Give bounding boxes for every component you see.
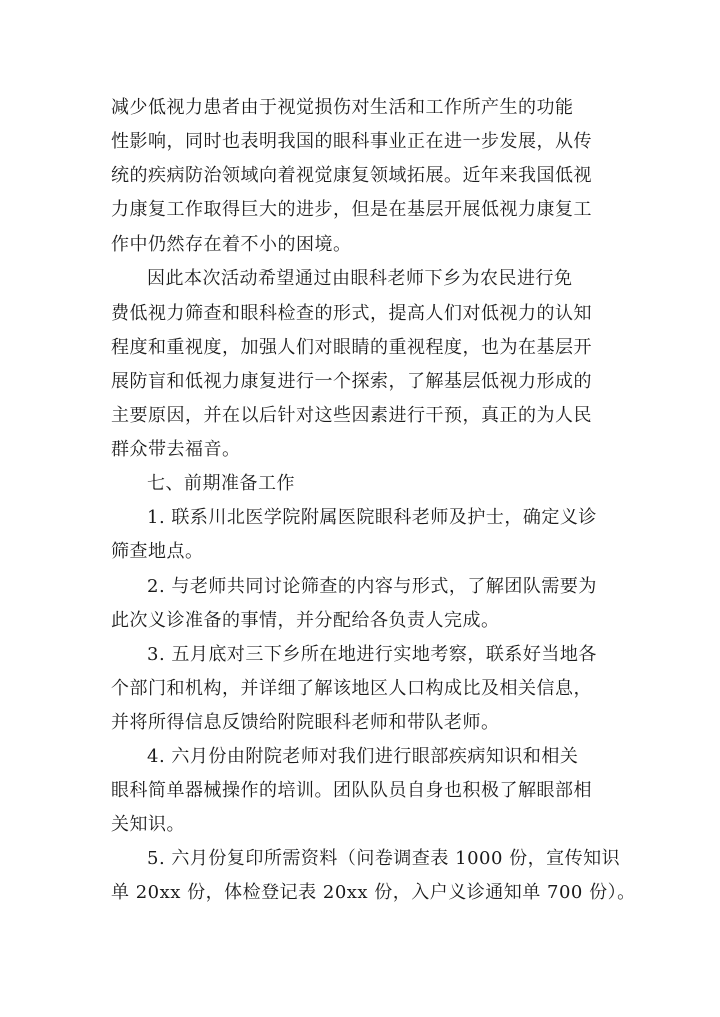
list-item-line: 3. 五月底对三下乡所在地进行实地考察，联系好当地各 bbox=[147, 644, 597, 665]
paragraph-line: 费低视力筛查和眼科检查的形式，提高人们对低视力的认知 bbox=[111, 303, 592, 324]
list-item-line: 4. 六月份由附院老师对我们进行眼部疾病知识和相关 bbox=[147, 746, 579, 767]
list-item-line: 1. 联系川北医学院附属医院眼科老师及护士，确定义诊 bbox=[147, 507, 597, 528]
paragraph-line: 因此本次活动希望通过由眼科老师下乡为农民进行免 bbox=[147, 268, 573, 289]
paragraph-line: 主要原因，并在以后针对这些因素进行干预，真正的为人民 bbox=[111, 405, 592, 426]
section-heading: 七、前期准备工作 bbox=[147, 473, 295, 494]
paragraph-line: 减少低视力患者由于视觉损伤对生活和工作所产生的功能 bbox=[111, 97, 574, 118]
list-item-line: 2. 与老师共同讨论筛查的内容与形式，了解团队需要为 bbox=[147, 576, 597, 597]
paragraph-line: 群众带去福音。 bbox=[111, 439, 241, 460]
paragraph-line: 性影响，同时也表明我国的眼科事业正在进一步发展，从传 bbox=[111, 131, 592, 152]
list-item-line: 筛查地点。 bbox=[111, 541, 204, 562]
list-item-line: 关知识。 bbox=[111, 814, 185, 835]
list-item-line: 个部门和机构，并详细了解该地区人口构成比及相关信息， bbox=[111, 678, 592, 699]
list-item-line: 眼科简单器械操作的培训。团队队员自身也积极了解眼部相 bbox=[111, 780, 592, 801]
list-item-line: 此次义诊准备的事情，并分配给各负责人完成。 bbox=[111, 610, 500, 631]
paragraph-line: 作中仍然存在着不小的困境。 bbox=[111, 234, 352, 255]
list-item-line: 并将所得信息反馈给附院眼科老师和带队老师。 bbox=[111, 712, 500, 733]
list-item-line: 单 20xx 份，体检登记表 20xx 份，入户义诊通知单 700 份）。 bbox=[111, 882, 636, 903]
paragraph-line: 展防盲和低视力康复进行一个探索，了解基层低视力形成的 bbox=[111, 371, 592, 392]
paragraph-line: 力康复工作取得巨大的进步，但是在基层开展低视力康复工 bbox=[111, 199, 592, 220]
list-item-line: 5. 六月份复印所需资料（问卷调查表 1000 份，宣传知识 bbox=[147, 848, 621, 869]
paragraph-line: 程度和重视度，加强人们对眼睛的重视程度，也为在基层开 bbox=[111, 337, 592, 358]
paragraph-line: 统的疾病防治领域向着视觉康复领域拓展。近年来我国低视 bbox=[111, 165, 592, 186]
